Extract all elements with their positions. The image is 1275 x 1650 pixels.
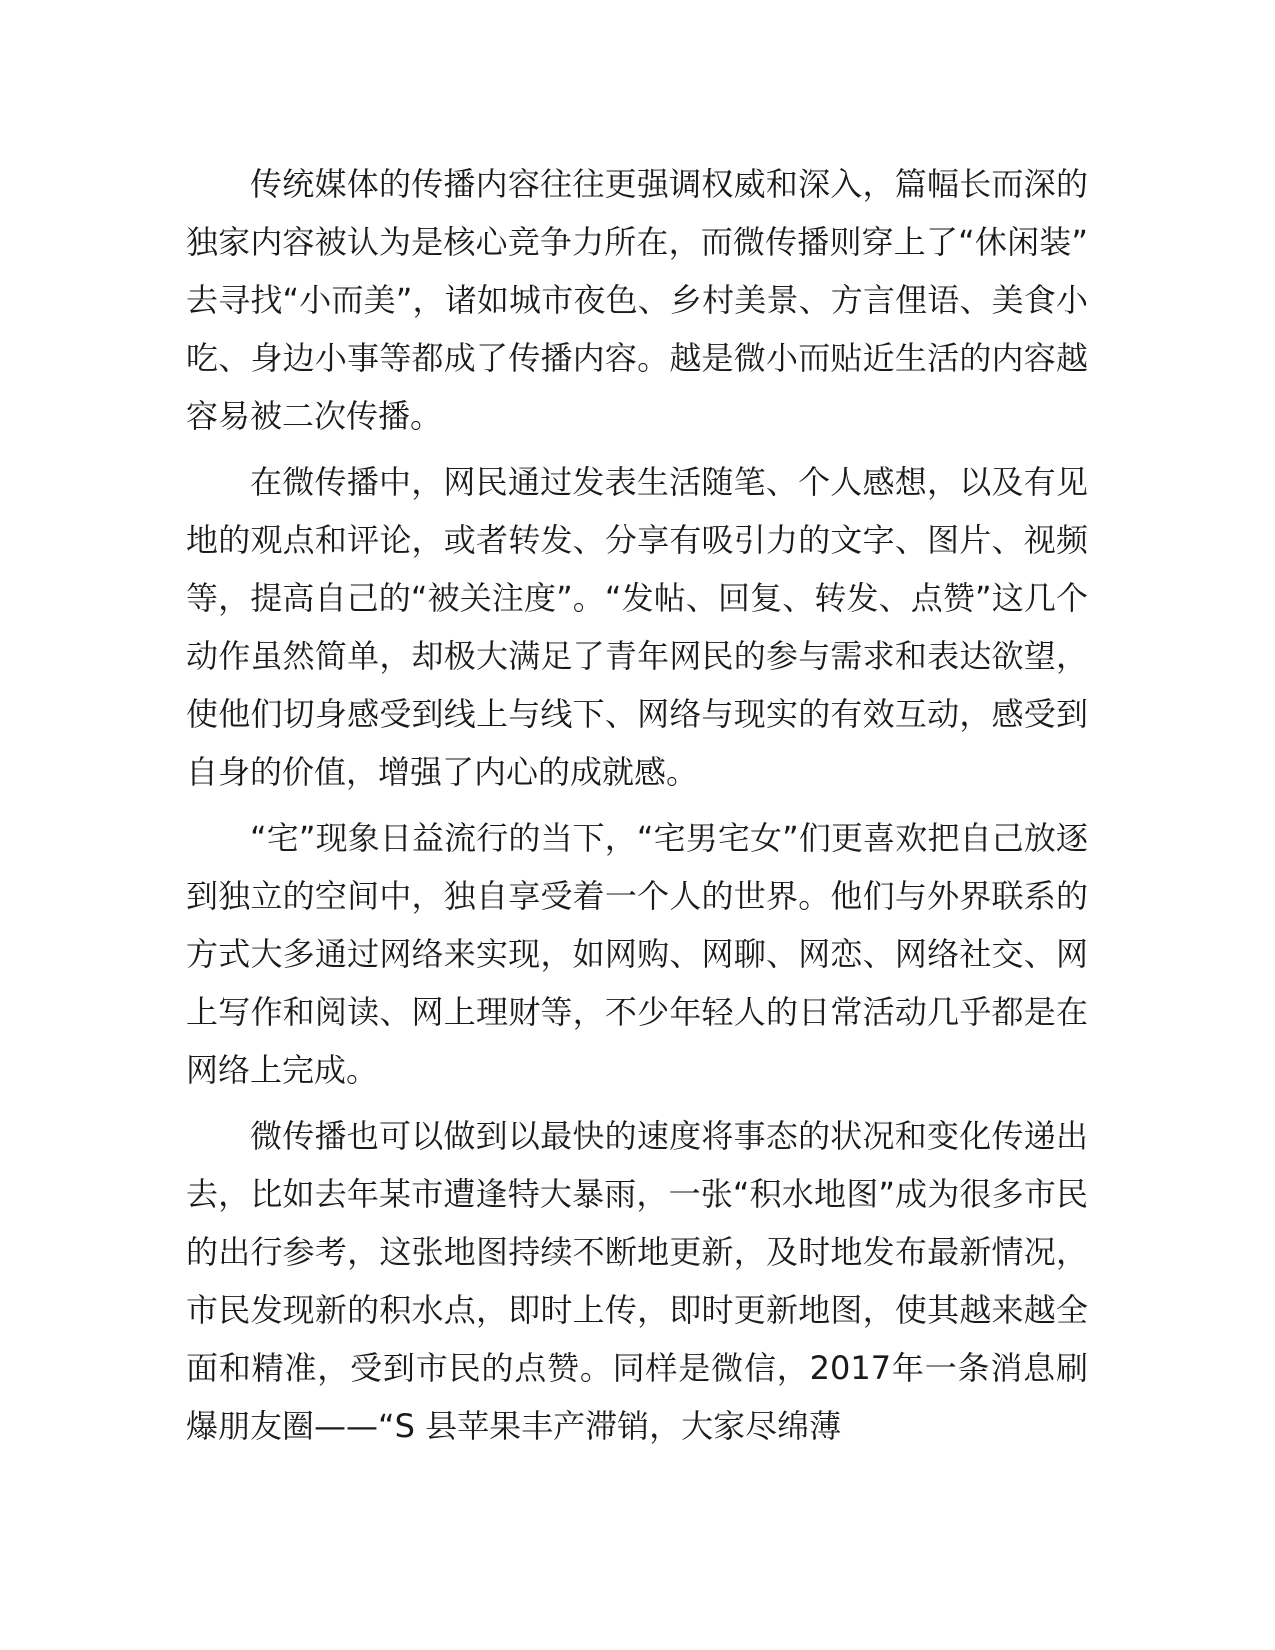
paragraph-3: “宅”现象日益流行的当下，“宅男宅女”们更喜欢把自己放逐到独立的空间中，独自享受着一个人的世界。他们与外界联系的方式大多通过网络来实现，如网购、网聊、网恋、网络社交、网上写作和阅读、网上理财等，不少年轻人的日常活动几乎都是在网络上完成。 [186, 819, 1088, 1089]
paragraph-1: 传统媒体的传播内容往往更强调权威和深入，篇幅长而深的独家内容被认为是核心竞争力所在，而微传播则穿上了“休闲装”去寻找“小而美”，诸如城市夜色、乡村美景、方言俚语、美食小吃、身边小事等都成了传播内容。越是微小而贴近生活的内容越容易被二次传播。 [186, 165, 1088, 435]
document-body [186, 155, 1088, 1463]
paragraph-2: 在微传播中，网民通过发表生活随笔、个人感想，以及有见地的观点和评论，或者转发、分享有吸引力的文字、图片、视频等，提高自己的“被关注度”。“发帖、回复、转发、点赞”这几个动作虽然简单，却极大满足了青年网民的参与需求和表达欲望，使他们切身感受到线上与线下、网络与现实的有效互动，感受到自身的价值，增强了内心的成就感。 [186, 463, 1088, 791]
paragraph-4: 微传播也可以做到以最快的速度将事态的状况和变化传递出去，比如去年某市遭逢特大暴雨，一张“积水地图”成为很多市民的出行参考，这张地图持续不断地更新，及时地发布最新情况，市民发现新的积水点，即时上传，即时更新地图，使其越来越全面和精准，受到市民的点赞。同样是微信，2017年一条消息刷爆朋友圈——“S 县苹果丰产滞销，大家尽绵薄 [186, 1117, 1088, 1445]
